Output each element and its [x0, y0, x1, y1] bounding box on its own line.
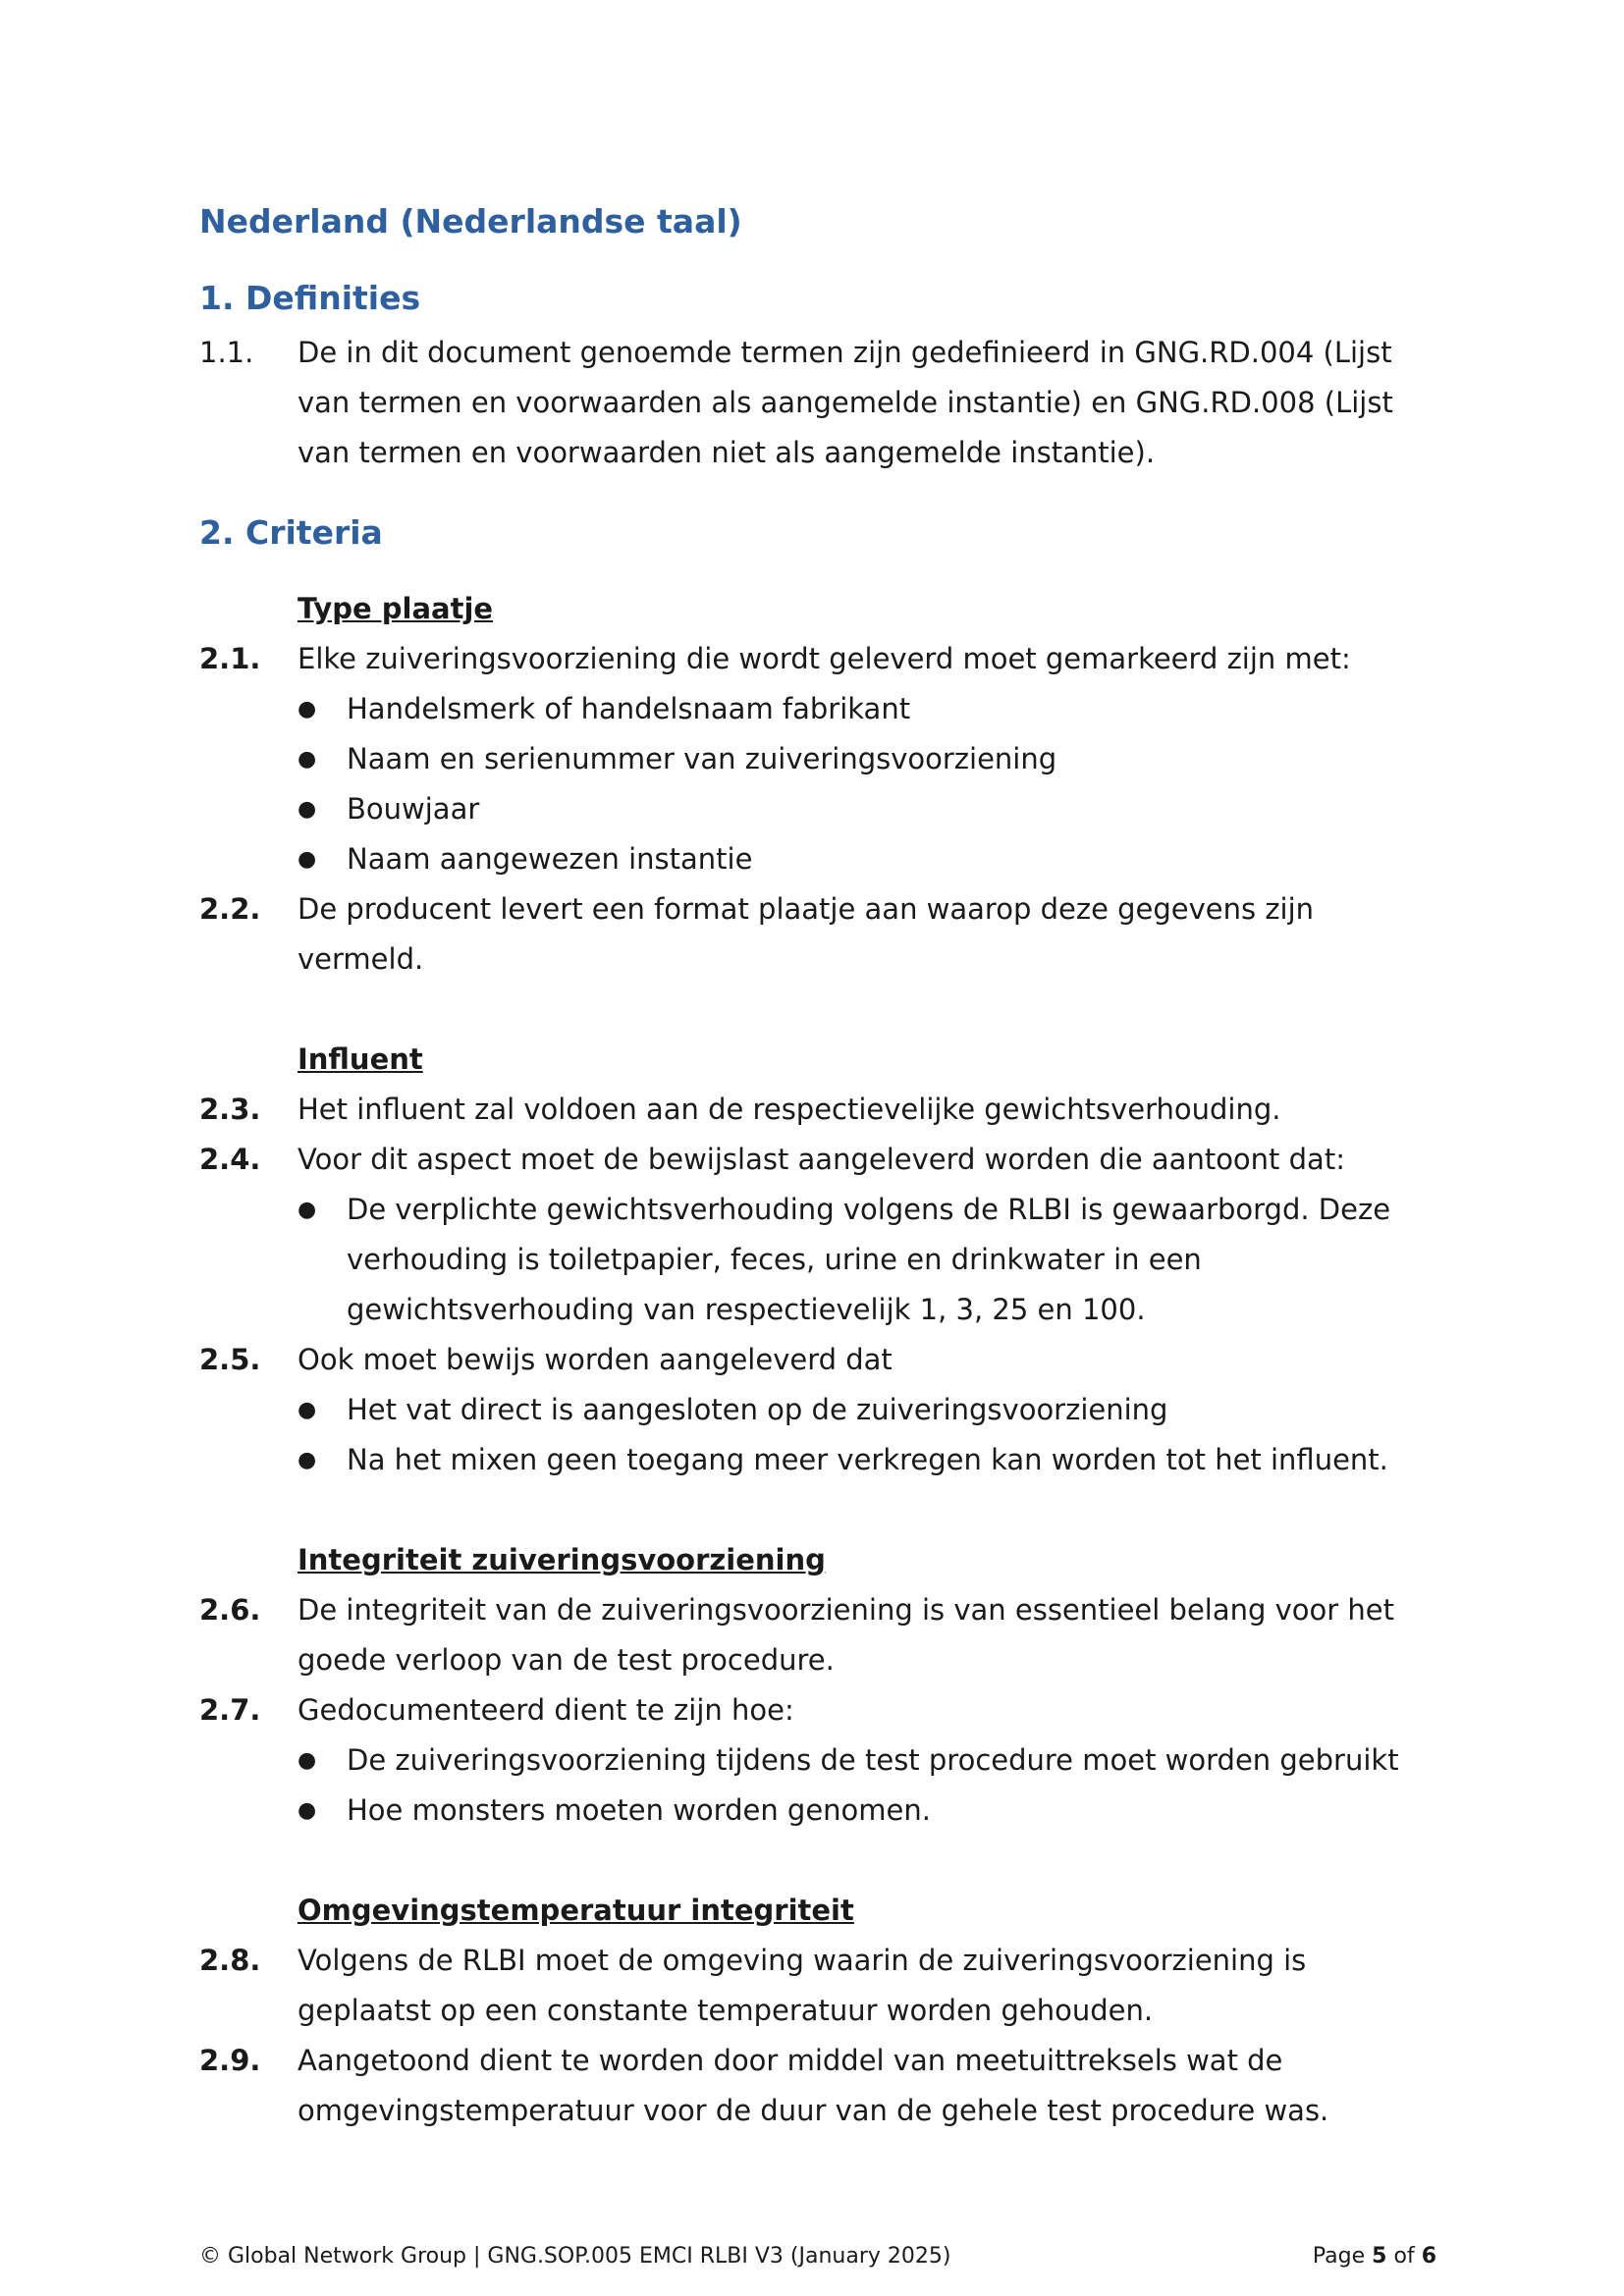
item-number: 2.3.	[199, 1093, 261, 1126]
item-text: De integriteit van de zuiveringsvoorziening is van essentieel belang voor het goede verloop van de test procedure.	[298, 1593, 1395, 1677]
bullet-icon: ●	[298, 1748, 317, 1773]
criteria-item	[199, 884, 1436, 985]
item-number: 2.1.	[199, 642, 261, 675]
page-footer	[199, 2244, 1436, 2269]
bullet-icon: ●	[298, 1398, 317, 1422]
bullet-item	[199, 784, 1436, 834]
item-number: 2.4.	[199, 1143, 261, 1176]
bullet-text: Na het mixen geen toegang meer verkregen kan worden tot het influent.	[347, 1443, 1388, 1476]
document-content	[199, 192, 1436, 2136]
section-heading-definities: 1. Definities	[199, 279, 421, 317]
subheading-integriteit: Integriteit zuiveringsvoorziening	[298, 1543, 826, 1576]
criteria-item	[199, 1335, 1436, 1385]
footer-copyright: © Global Network Group | GNG.SOP.005 EMCI RLBI V3 (January 2025)	[199, 2244, 951, 2269]
bullet-text: Het vat direct is aangesloten op de zuiveringsvoorziening	[347, 1393, 1168, 1426]
bullet-item	[199, 734, 1436, 784]
criteria-item	[199, 634, 1436, 684]
item-text: Elke zuiveringsvoorziening die wordt geleverd moet gemarkeerd zijn met:	[298, 642, 1351, 675]
bullet-icon: ●	[298, 1198, 317, 1222]
page-prefix: Page	[1312, 2244, 1373, 2269]
bullet-item	[199, 1735, 1436, 1786]
page-current: 5	[1372, 2244, 1387, 2269]
bullet-icon: ●	[298, 847, 317, 872]
item-number: 1.1.	[199, 336, 254, 369]
bullet-icon: ●	[298, 747, 317, 772]
item-number: 2.5.	[199, 1343, 261, 1376]
item-text: Het influent zal voldoen aan de respectievelijke gewichtsverhouding.	[298, 1093, 1281, 1126]
item-text: Ook moet bewijs worden aangeleverd dat	[298, 1343, 893, 1376]
item-text: Aangetoond dient te worden door middel van meetuittreksels wat de omgevingstemperatuur voor de duur van de gehele test procedure was.	[298, 2044, 1329, 2127]
bullet-item	[199, 1385, 1436, 1435]
criteria-item	[199, 1585, 1436, 1685]
bullet-text: Naam en serienummer van zuiveringsvoorziening	[347, 742, 1057, 775]
item-text: De in dit document genoemde termen zijn gedefinieerd in GNG.RD.004 (Lijst van termen en voorwaarden als aangemelde instantie) en GNG.RD.008 (Lijst van termen en voorwaarden niet als aangemelde instantie).	[298, 336, 1393, 469]
document-title: Nederland (Nederlandse taal)	[199, 202, 742, 240]
criteria-item	[199, 1936, 1436, 2036]
definition-item	[199, 328, 1436, 478]
bullet-icon: ●	[298, 1448, 317, 1472]
subheading-type-plaatje: Type plaatje	[298, 592, 494, 625]
item-text: Gedocumenteerd dient te zijn hoe:	[298, 1693, 794, 1727]
bullet-icon: ●	[298, 1798, 317, 1823]
item-text: Volgens de RLBI moet de omgeving waarin de zuiveringsvoorziening is geplaatst op een constante temperatuur worden gehouden.	[298, 1944, 1307, 2027]
item-number: 2.6.	[199, 1593, 261, 1627]
bullet-text: Hoe monsters moeten worden genomen.	[347, 1793, 931, 1827]
bullet-icon: ●	[298, 797, 317, 822]
criteria-item	[199, 1685, 1436, 1735]
page-number	[1313, 2244, 1436, 2269]
bullet-text: Bouwjaar	[347, 792, 480, 826]
bullet-icon: ●	[298, 697, 317, 721]
bullet-item	[199, 1435, 1436, 1485]
bullet-text: De zuiveringsvoorziening tijdens de test procedure moet worden gebruikt	[347, 1743, 1399, 1777]
page-total: 6	[1421, 2244, 1436, 2269]
section-heading-criteria: 2. Criteria	[199, 513, 383, 552]
bullet-item	[199, 834, 1436, 884]
item-number: 2.2.	[199, 892, 261, 926]
bullet-text: Naam aangewezen instantie	[347, 842, 753, 876]
bullet-item	[199, 1786, 1436, 1836]
subheading-omgevingstemperatuur: Omgevingstemperatuur integriteit	[298, 1894, 854, 1927]
item-number: 2.9.	[199, 2044, 261, 2077]
bullet-item	[199, 1185, 1436, 1335]
criteria-item	[199, 1085, 1436, 1135]
item-number: 2.7.	[199, 1693, 261, 1727]
bullet-text: Handelsmerk of handelsnaam fabrikant	[347, 692, 911, 725]
page-mid: of	[1386, 2244, 1422, 2269]
subheading-influent: Influent	[298, 1042, 423, 1076]
criteria-item	[199, 1135, 1436, 1185]
bullet-item	[199, 684, 1436, 734]
item-number: 2.8.	[199, 1944, 261, 1977]
item-text: De producent levert een format plaatje aan waarop deze gegevens zijn vermeld.	[298, 892, 1315, 976]
item-text: Voor dit aspect moet de bewijslast aangeleverd worden die aantoont dat:	[298, 1143, 1345, 1176]
criteria-item	[199, 2036, 1436, 2136]
bullet-text: De verplichte gewichtsverhouding volgens de RLBI is gewaarborgd. Deze verhouding is toiletpapier, feces, urine en drinkwater in een gewichtsverhouding van respectievelijk 1, 3, 25 en 100.	[347, 1193, 1391, 1326]
